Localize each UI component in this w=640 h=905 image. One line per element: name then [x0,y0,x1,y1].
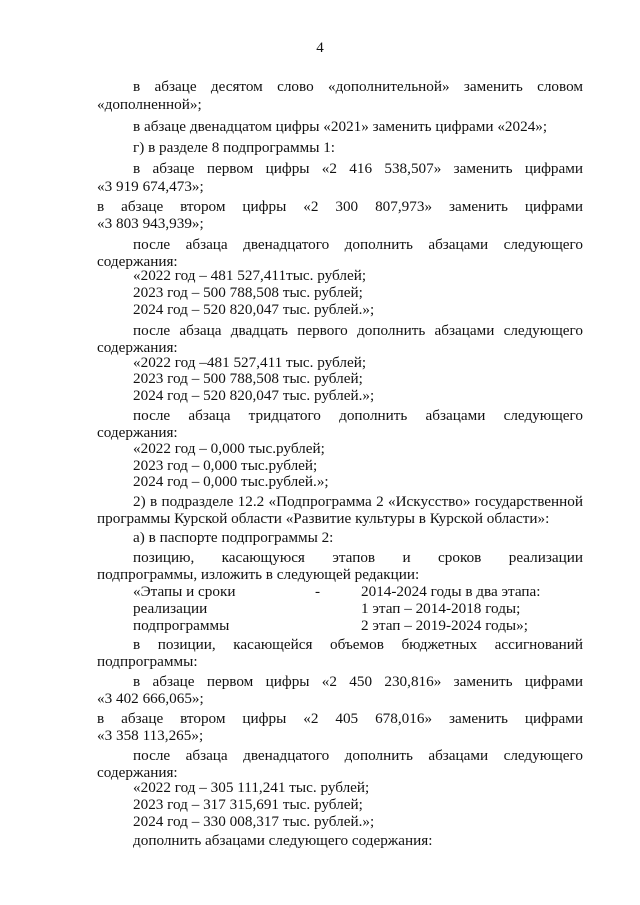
text-line: после абзаца двенадцатого дополнить абзацами следующего [133,747,583,764]
text-line: 2023 год – 500 788,508 тыс. рублей; [133,370,363,387]
passport-row [133,600,583,618]
text-line: содержания: [97,764,178,781]
text-line: «3 919 674,473»; [97,178,204,195]
passport-row-left: подпрограммы [133,617,230,634]
text-line: в абзаце первом цифры «2 416 538,507» заменить цифрами [133,160,583,177]
passport-row [133,583,583,601]
text-line: в абзаце втором цифры «2 405 678,016» заменить цифрами [97,710,583,727]
passport-row-left: «Этапы и сроки [133,583,236,600]
text-line: дополнить абзацами следующего содержания: [133,832,433,849]
text-line: «2022 год – 481 527,411тыс. рублей; [133,267,367,284]
passport-row-right: 2014-2024 годы в два этапа: [361,583,541,600]
text-line: «3 402 666,065»; [97,690,204,707]
text-line: в абзаце десятом слово «дополнительной» заменить словом [133,78,583,95]
text-line: «2022 год – 0,000 тыс.рублей; [133,440,325,457]
text-line: после абзаца двенадцатого дополнить абзацами следующего [133,236,583,253]
text-line: 2023 год – 317 315,691 тыс. рублей; [133,796,363,813]
text-line: позицию, касающуюся этапов и сроков реализации [133,549,583,566]
text-line: после абзаца двадцать первого дополнить абзацами следующего [133,322,583,339]
text-line: 2024 год – 520 820,047 тыс. рублей.»; [133,301,375,318]
text-line: в абзаце первом цифры «2 450 230,816» заменить цифрами [133,673,583,690]
passport-row-right: 1 этап – 2014-2018 годы; [361,600,521,617]
text-line: программы Курской области «Развитие культуры в Курской области»: [97,510,550,527]
text-line: «дополненной»; [97,96,202,113]
text-line: 2024 год – 0,000 тыс.рублей.»; [133,473,329,490]
passport-row-left: реализации [133,600,208,617]
text-line: в позиции, касающейся объемов бюджетных ассигнований [133,636,583,653]
text-line: содержания: [97,424,178,441]
text-line: 2023 год – 500 788,508 тыс. рублей; [133,284,363,301]
text-line: «2022 год – 305 111,241 тыс. рублей; [133,779,370,796]
text-line: подпрограммы: [97,653,198,670]
text-line: 2) в подразделе 12.2 «Подпрограмма 2 «Искусство» государственной [133,493,583,510]
text-line: подпрограммы, изложить в следующей редакции: [97,566,420,583]
passport-row [133,617,583,635]
text-line: содержания: [97,253,178,270]
text-line: а) в паспорте подпрограммы 2: [133,529,334,546]
text-line: содержания: [97,339,178,356]
text-line: «2022 год –481 527,411 тыс. рублей; [133,354,367,371]
text-line: 2023 год – 0,000 тыс.рублей; [133,457,318,474]
text-line: «3 358 113,265»; [97,727,204,744]
page-number: 4 [316,40,324,56]
passport-row-right: 2 этап – 2019-2024 годы»; [361,617,528,634]
text-line: г) в разделе 8 подпрограммы 1: [133,139,336,156]
text-line: после абзаца тридцатого дополнить абзацами следующего [133,407,583,424]
text-line: 2024 год – 520 820,047 тыс. рублей.»; [133,387,375,404]
text-line: в абзаце втором цифры «2 300 807,973» заменить цифрами [97,198,583,215]
text-line: 2024 год – 330 008,317 тыс. рублей.»; [133,813,375,830]
text-line: в абзаце двенадцатом цифры «2021» заменить цифрами «2024»; [133,118,548,135]
passport-dash: - [315,583,321,600]
text-line: «3 803 943,939»; [97,215,204,232]
